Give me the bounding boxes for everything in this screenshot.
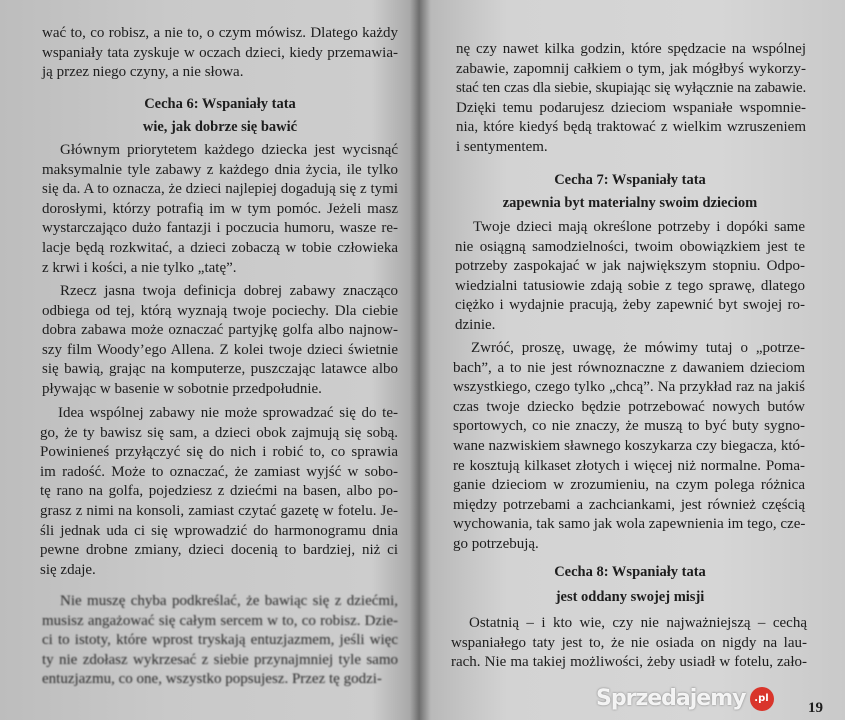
paragraph: [42, 141, 398, 278]
text-line: go, że ty bawisz się sam, a dzieci obok zajmują się sobą.: [40, 424, 398, 441]
text-line: wspaniały tata zyskuje w oczach dzieci, kiedy przemawia-: [42, 44, 398, 61]
text-line: im radość. Może to oznaczać, że zamiast wyjść w sobo-: [40, 463, 398, 480]
section-heading: Cecha 7: Wspaniały tata: [554, 172, 706, 188]
text-line: go potrzebują.: [453, 535, 539, 552]
text-line: odbiega od tej, którą wyznają twoje pociechy. Dla ciebie: [42, 302, 398, 319]
text-line: nę czy nawet kilka godzin, które spędzacie na wspólnej: [456, 41, 806, 57]
text-line: ciężko i wydajnie pracują, żeby zapewnić byt swojej ro-: [455, 297, 805, 314]
text-line: wszystkiego, czego tylko „chcą”. Na przykład raz na jakiś: [453, 379, 805, 396]
section-heading: Cecha 6: Wspaniały tata: [144, 96, 296, 112]
text-line: z krwi i kości, a nie tylko „tatę”.: [42, 259, 237, 276]
text-line: ją przez niego czyny, a nie słowa.: [42, 64, 244, 81]
text-line: szy film Woody’ego Allena. Z kolei twoje dzieci świetnie: [42, 341, 398, 358]
text-line: Głównym priorytetem każdego dziecka jest wycisnąć: [60, 142, 398, 158]
text-line: wystarczająco dużo fantazji i poczucia humoru, wasze re-: [42, 220, 398, 237]
paragraph: [40, 404, 398, 580]
text-line: tę rano na golfa, pojedziesz z dziećmi na basen, albo po-: [40, 483, 398, 500]
left-page: [0, 0, 420, 720]
text-line: re kosztują kilkaset złotych i więcej niż normalne. Poma-: [453, 457, 805, 474]
paragraph: [42, 282, 398, 400]
paragraph: [455, 218, 805, 336]
text-line: wychowania, tak samo jak wola zapewnienia im tego, cze-: [453, 516, 806, 533]
text-line: Zwróć, proszę, uwagę, że mówimy tutaj o „potrze-: [471, 340, 805, 356]
section-heading: Cecha 8: Wspaniały tata: [554, 564, 706, 580]
text-line: się zdaje.: [40, 561, 96, 578]
watermark-badge: .pl: [750, 687, 774, 711]
paragraph: [42, 592, 398, 690]
text-line: Nie muszę chyba podkreślać, że bawiąc się z dziećmi,: [60, 593, 398, 609]
text-line: Ostatnią – i kto wie, czy nie najważniejszą – cechą: [469, 615, 807, 631]
text-line: zabawie, zapomnij całkiem o tym, jak mógłbyś wykorzy-: [456, 60, 806, 77]
text-line: ci to istoty, które wprost tryskają entuzjazmem, jeśli więc: [42, 632, 398, 649]
text-line: między potrzebami a zachciankami, jest również częścią: [453, 496, 805, 513]
text-line: wspaniałego taty jest to, że nie osiada on nigdy na lau-: [451, 634, 807, 651]
text-line: wać to, co robisz, a nie to, o czym mówisz. Dlatego każdy: [42, 25, 398, 41]
page-number: 19: [808, 700, 823, 716]
text-line: nia, które kiedyś będą traktować z wielkim wzruszeniem: [456, 119, 806, 136]
text-line: maksymalnie tyle zabawy z każdego dnia życia, ile tylko: [42, 161, 398, 178]
text-line: dzinie.: [455, 316, 496, 333]
text-line: ty nie zdołasz wykrzesać z siebie przynajmniej tyle samo: [42, 651, 398, 668]
section-heading: jest oddany swojej misji: [555, 589, 705, 605]
watermark-logo: Sprzedajemy: [596, 686, 746, 711]
text-line: pewne drobne zmiany, dzieci docenią to bardziej, niż ci: [40, 542, 398, 559]
right-page: [425, 0, 845, 720]
text-line: Idea wspólnej zabawy nie może sprowadzać się do te-: [58, 405, 398, 421]
text-line: Rzecz jasna twoja definicja dobrej zabawy znacząco: [60, 283, 398, 299]
paragraph: [453, 339, 805, 555]
text-line: się da. A to oznacza, że dzieci najlepiej dogadują się z tymi: [42, 181, 398, 198]
text-line: śli jednak uda ci się wprowadzić do harmonogramu dnia: [40, 522, 398, 539]
watermark: [596, 686, 774, 712]
section-heading: wie, jak dobrze się bawić: [142, 119, 298, 135]
paragraph: [451, 614, 807, 673]
paragraph: [42, 24, 398, 83]
text-line: dorosłymi, którzy potrafią im w tym pomóc. Jeżeli masz: [42, 200, 398, 217]
text-line: Dzięki temu podarujesz dzieciom wspaniałe wspomnie-: [456, 99, 806, 116]
text-line: musisz angażować się całym sercem w to, co robisz. Dzie-: [42, 612, 398, 629]
text-line: pływając w basenie w sobotnie przedpołudnie.: [42, 380, 322, 397]
text-line: dobra zabawa może oznaczać partyjkę golfa albo najnow-: [42, 322, 398, 339]
text-line: się bawią, grając na komputerze, puszczając latawce albo: [42, 361, 398, 378]
text-line: grasz z nimi na konsoli, zamiast czytać gazetę w fotelu. Je-: [40, 502, 398, 519]
text-line: bach”, a to nie jest równoznaczne z dawaniem dzieciom: [453, 359, 805, 376]
text-line: wiedzialni tatusiowie zdają sobie z tego sprawę, dlatego: [455, 277, 805, 294]
text-line: nie osiągną samodzielności, twoim obowiązkiem jest te: [455, 238, 805, 255]
paragraph: [456, 40, 806, 158]
text-line: sportowych, co nie znaczy, że muszą to być buty sygno-: [453, 418, 805, 435]
section-heading: zapewnia byt materialny swoim dzieciom: [502, 195, 758, 211]
text-line: Twoje dzieci mają określone potrzeby i dopóki same: [473, 219, 805, 235]
text-line: stać ten czas dla siebie, skupiając się wyłącznie na zabawie.: [456, 80, 806, 97]
text-line: potrzeby zaspokajać w jak największym stopniu. Odpo-: [455, 258, 805, 275]
text-line: rach. Nie ma takiej możliwości, żeby usiadł w fotelu, zało-: [451, 654, 807, 671]
text-line: entuzjazmu, co one, wszystko popsujesz. Przez tę godzi-: [42, 671, 382, 688]
text-line: ganie dzieciom w zrozumieniu, na czym polega różnica: [453, 477, 805, 494]
text-line: Powinieneś przyłączyć się do nich i robić to, co sprawia: [40, 444, 398, 461]
text-line: czas twoje dziecko będzie potrzebować nowych butów: [453, 398, 805, 415]
text-line: wane nazwiskiem sławnego koszykarza czy biegacza, któ-: [453, 437, 805, 454]
text-line: lacje będą rozkwitać, a dzieci zobaczą w tobie człowieka: [42, 239, 398, 256]
text-line: i sentymentem.: [456, 138, 548, 155]
